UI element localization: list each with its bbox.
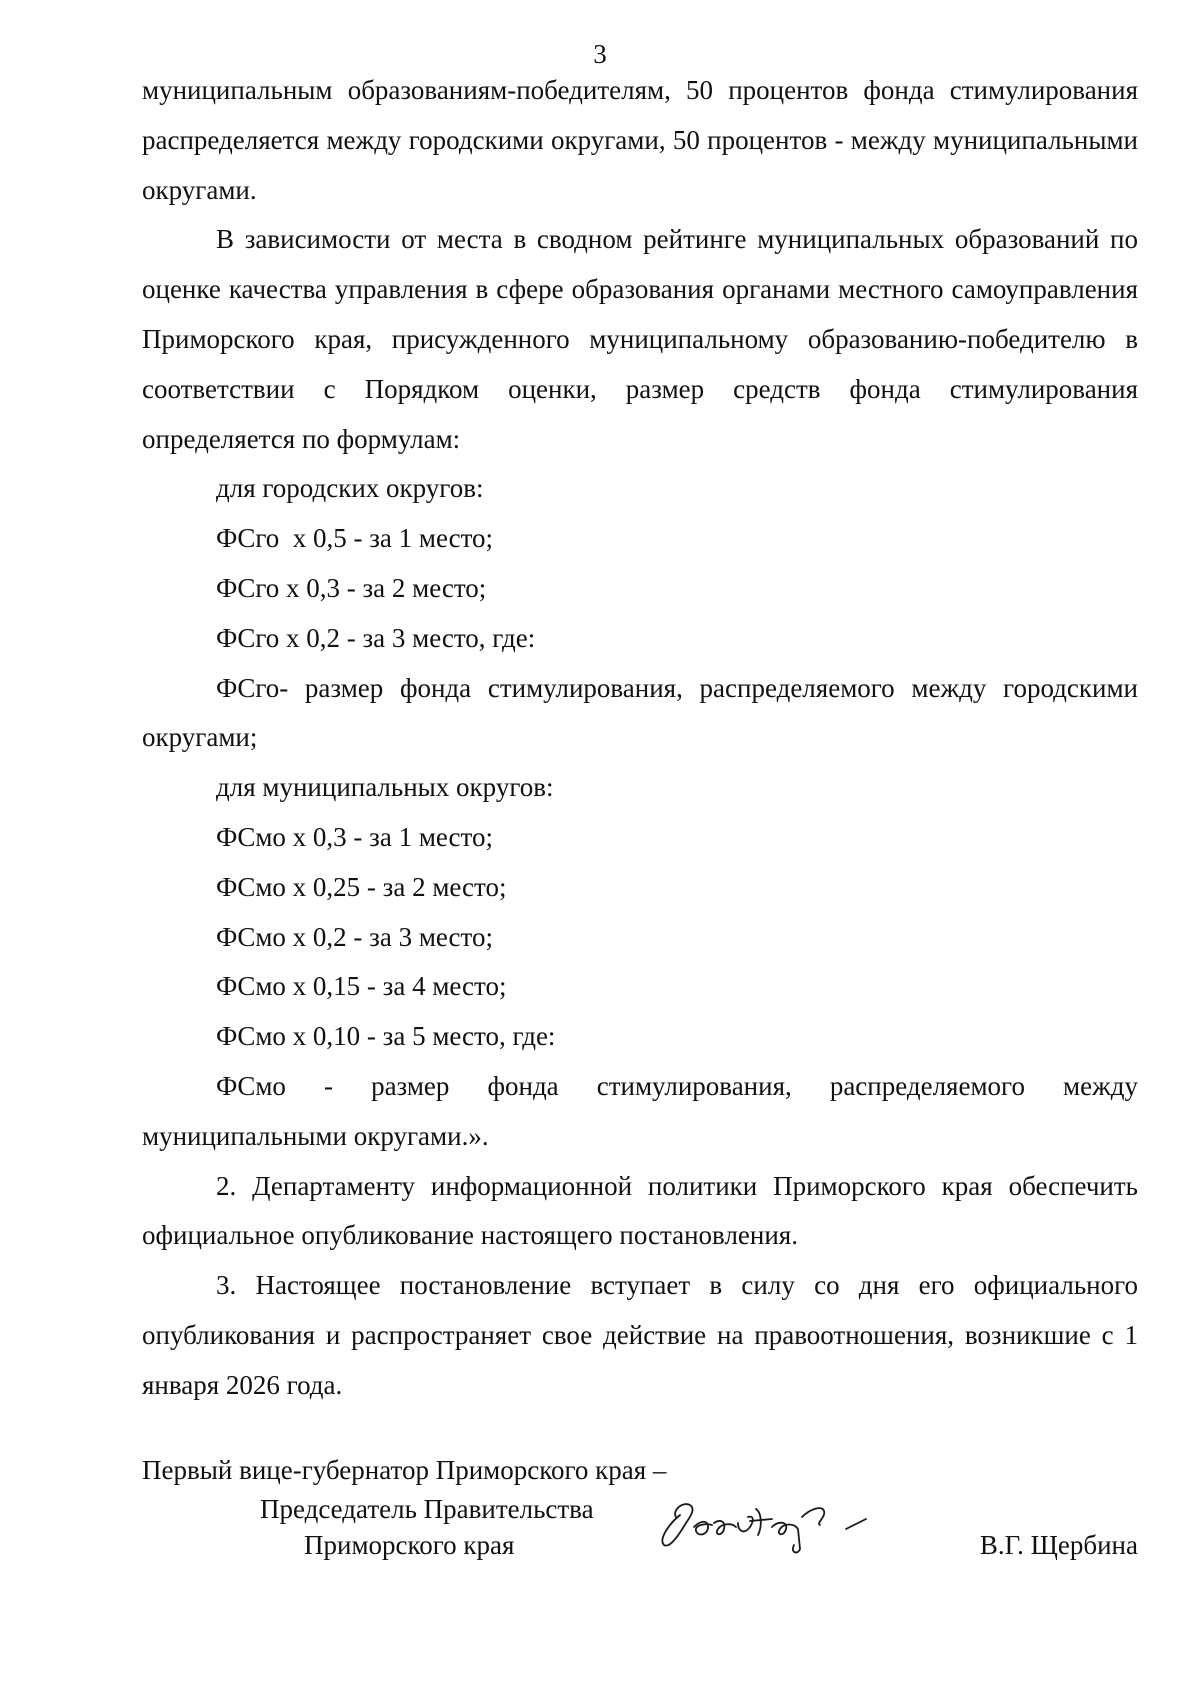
clause-paragraph: 2. Департаменту информационной политики Приморского края обеспечить официальное опубликование настоящего постановления. [142, 1170, 1138, 1251]
formula-line: ФСмо х 0,3 - за 1 место; [216, 821, 493, 852]
formula-heading: для городских округов: [216, 473, 484, 504]
formula-heading: для муниципальных округов: [216, 772, 554, 803]
formula-line: ФСго х 0,2 - за 3 место, где: [216, 622, 536, 653]
formula-line: ФСго х 0,3 - за 2 место; [216, 572, 487, 603]
formula-line: ФСмо х 0,15 - за 4 место; [216, 971, 507, 1002]
paragraph: муниципальным образованиям-победителям, 50 процентов фонда стимулирования распределяется между городскими округами, 50 процентов - между муниципальными округами. [142, 75, 1138, 205]
signatory-title-line: Первый вице-губернатор Приморского края – [142, 1455, 667, 1485]
formula-line: ФСмо х 0,2 - за 3 место; [216, 921, 493, 952]
formula-line: ФСмо х 0,25 - за 2 место; [216, 871, 507, 902]
signatory-title-line: Председатель Правительства [260, 1494, 594, 1524]
paragraph: В зависимости от места в сводном рейтинге муниципальных образований по оценке качества управления в сфере образования органами местного самоуправления Приморского края, присужденного муниципальному образованию-победителю в соответствии с Порядком оценки, размер средств фонда стимулирования определяется по формулам: [142, 224, 1138, 454]
page-number: 3 [593, 39, 607, 69]
document-body [142, 66, 1138, 1411]
formula-line: ФСмо х 0,10 - за 5 место, где: [216, 1021, 556, 1052]
signatory-title-line: Приморского края [304, 1530, 515, 1560]
definition-paragraph: ФСмо - размер фонда стимулирования, распределяемого между муниципальными округами.». [142, 1070, 1138, 1151]
clause-paragraph: 3. Настоящее постановление вступает в силу со дня его официального опубликования и распространяет свое действие на правоотношения, возникшие с 1 января 2026 года. [142, 1270, 1138, 1400]
definition-paragraph: ФСго- размер фонда стимулирования, распределяемого между городскими округами; [142, 672, 1138, 753]
formula-line: ФСго х 0,5 - за 1 место; [216, 523, 494, 554]
handwritten-signature [650, 1483, 910, 1563]
signatory-name: В.Г. Щербина [979, 1530, 1138, 1560]
signature-block [142, 1453, 1138, 1573]
